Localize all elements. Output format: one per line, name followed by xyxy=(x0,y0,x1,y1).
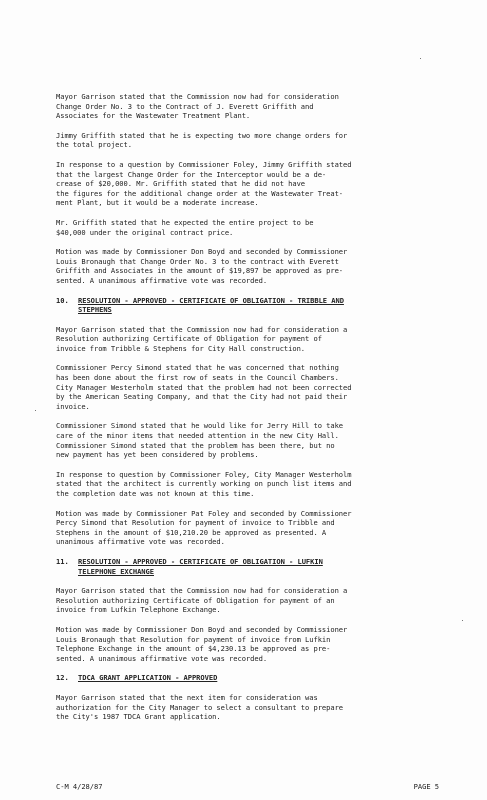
section-title: RESOLUTION - APPROVED - CERTIFICATE OF OBLIGATION - TRIBBLE AND STEPHENS xyxy=(78,295,344,315)
scan-speck xyxy=(35,410,36,411)
paragraph: Motion was made by Commissioner Don Boyd and seconded by Commissioner Louis Bronaugh that Resolution for payment of invoice from Lufkin Telephone Exchange in the amount of $4,230.13 be approved as pre- sented. A unanimous affirmative vote was recorded. xyxy=(56,624,348,663)
page-number: PAGE 5 xyxy=(413,782,439,791)
paragraph: Mayor Garrison stated that the Commission now had for consideration Change Order No. 3 to the Contract of J. Everett Griffith and Associates for the Wastewater Treatment Plant. xyxy=(56,92,339,121)
section-heading-11 xyxy=(56,557,439,576)
paragraph: Mr. Griffith stated that he expected the entire project to be $40,000 under the original contract price. xyxy=(56,217,314,237)
section-heading-12 xyxy=(56,673,439,683)
scan-speck xyxy=(462,620,463,621)
section-number: 11. xyxy=(56,556,69,566)
paragraph: In response to question by Commissioner Foley, City Manager Westerholm stated that the architect is currently working on punch list items and the completion date was not known at this time. xyxy=(56,469,352,498)
paragraph: In response to a question by Commissioner Foley, Jimmy Griffith stated that the largest Change Order for the Interceptor would be a de- crease of $20,000. Mr. Griffith stated that he did not have the figures for the additional change order at the Wastewater Treat- ment Plant, but it would be a moderate increase. xyxy=(56,159,352,208)
section-title: RESOLUTION - APPROVED - CERTIFICATE OF OBLIGATION - LUFKIN TELEPHONE EXCHANGE xyxy=(78,556,323,576)
paragraph: Motion was made by Commissioner Don Boyd and seconded by Commissioner Louis Bronaugh that Change Order No. 3 to the contract with Everett Griffith and Associates in the amount of $19,897 be approved as pre- sented. A unanimous affirmative vote was recorded. xyxy=(56,247,348,285)
scan-speck xyxy=(420,58,421,59)
paragraph: Commissioner Percy Simond stated that he was concerned that nothing has been done about the first row of seats in the Council Chambers. City Manager Westerholm stated that the problem had not been corrected by the American Seating Company, and that the City had not paid their invoice. xyxy=(56,363,352,411)
document-body xyxy=(56,92,439,732)
paragraph: Mayor Garrison stated that the Commission now had for consideration a Resolution authorizing Certificate of Obligation for payment of an invoice from Lufkin Telephone Exchange. xyxy=(56,586,348,615)
paragraph: Mayor Garrison stated that the Commission now had for consideration a Resolution authorizing Certificate of Obligation for payment of invoice from Tribble & Stephens for City Hall construction. xyxy=(56,324,348,353)
footer-date: C-M 4/28/87 xyxy=(56,782,103,791)
paragraph: Commissioner Simond stated that he would like for Jerry Hill to take care of the minor items that needed attention in the new City Hall. Commissioner Simond stated that the problem has been there, but no new payment has yet been considered by problems. xyxy=(56,421,344,460)
section-number: 12. xyxy=(56,673,69,683)
paragraph: Mayor Garrison stated that the next item for consideration was authorization for the City Manager to select a consultant to prepare the City's 1987 TDCA Grant application. xyxy=(56,692,344,722)
section-number: 10. xyxy=(56,295,69,305)
page-footer xyxy=(56,782,439,792)
section-title: TDCA GRANT APPLICATION - APPROVED xyxy=(78,673,218,683)
paragraph: Motion was made by Commissioner Pat Foley and seconded by Commissioner Percy Simond that Resolution for payment of invoice to Tribble and Stephens in the amount of $10,210.20 be approved as presented. A unanimous affirmative vote was recorded. xyxy=(56,508,352,547)
section-heading-10 xyxy=(56,296,439,315)
paragraph: Jimmy Griffith stated that he is expecting two more change orders for the total project. xyxy=(56,130,348,150)
